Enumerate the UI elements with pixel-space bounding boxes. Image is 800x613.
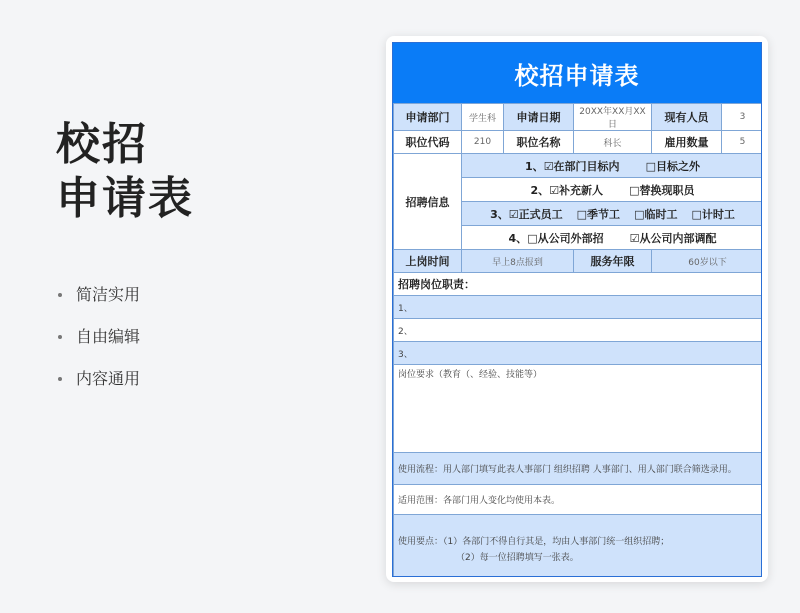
duty-line: 1、 [394, 296, 763, 319]
table-row [394, 250, 763, 273]
staff-label: 现有人员 [652, 104, 722, 131]
notes-cell [394, 515, 763, 578]
notes-line: 使用要点：（1）各部门不得自行其是，均由人事部门统一组织招聘； [398, 536, 670, 547]
table-row [394, 154, 763, 178]
date-value: 20XX年XX月XX日 [574, 104, 652, 131]
name-value: 科长 [574, 131, 652, 154]
years-value: 60岁以下 [652, 250, 763, 273]
bullet-icon [58, 377, 62, 381]
name-label: 职位名称 [504, 131, 574, 154]
scope-cell: 适用范围：各部门用人变化均使用本表。 [394, 485, 763, 515]
recruit-option-row: 2、☑补充新人 □替换现职员 [462, 178, 763, 202]
years-label: 服务年限 [574, 250, 652, 273]
hire-value: 5 [722, 131, 763, 154]
notes-line: （2）每一位招聘填写一张表。 [456, 552, 579, 563]
form-preview-card [386, 36, 768, 582]
feature-item: 简洁实用 [58, 284, 140, 326]
table-row [394, 104, 763, 131]
table-row [394, 273, 763, 296]
duty-line: 3、 [394, 342, 763, 365]
recruit-option-row: 1、☑在部门目标内 □目标之外 [462, 154, 763, 178]
table-row [394, 296, 763, 319]
feature-item: 自由编辑 [58, 326, 140, 368]
table-row [394, 453, 763, 485]
time-label: 上岗时间 [394, 250, 462, 273]
dept-value: 学生科 [462, 104, 504, 131]
page-title [56, 118, 194, 226]
application-form [392, 42, 762, 577]
table-row [394, 515, 763, 578]
table-row [394, 131, 763, 154]
requirements-cell: 岗位要求（教育（、经验、技能等） [394, 365, 763, 453]
date-label: 申请日期 [504, 104, 574, 131]
code-label: 职位代码 [394, 131, 462, 154]
table-row [394, 485, 763, 515]
page-title-line1: 校招 [56, 119, 148, 170]
code-value: 210 [462, 131, 504, 154]
bullet-icon [58, 293, 62, 297]
form-table [393, 103, 762, 577]
form-title: 校招申请表 [393, 43, 761, 103]
hire-label: 雇用数量 [652, 131, 722, 154]
recruit-label: 招聘信息 [394, 154, 462, 250]
recruit-option-row: 4、□从公司外部招 ☑从公司内部调配 [462, 226, 763, 250]
process-cell: 使用流程：用人部门填写此表人事部门 组织招聘 人事部门、用人部门联合筛选录用。 [394, 453, 763, 485]
duties-label: 招聘岗位职责： [394, 273, 763, 296]
recruit-option-row: 3、☑正式员工 □季节工 □临时工 □计时工 [462, 202, 763, 226]
bullet-icon [58, 335, 62, 339]
staff-value: 3 [722, 104, 763, 131]
table-row [394, 319, 763, 342]
table-row [394, 342, 763, 365]
feature-item: 内容通用 [58, 368, 140, 410]
duty-line: 2、 [394, 319, 763, 342]
dept-label: 申请部门 [394, 104, 462, 131]
page-title-line2: 申请表 [56, 173, 194, 224]
feature-list [58, 284, 140, 410]
table-row [394, 365, 763, 453]
time-value: 早上8点报到 [462, 250, 574, 273]
